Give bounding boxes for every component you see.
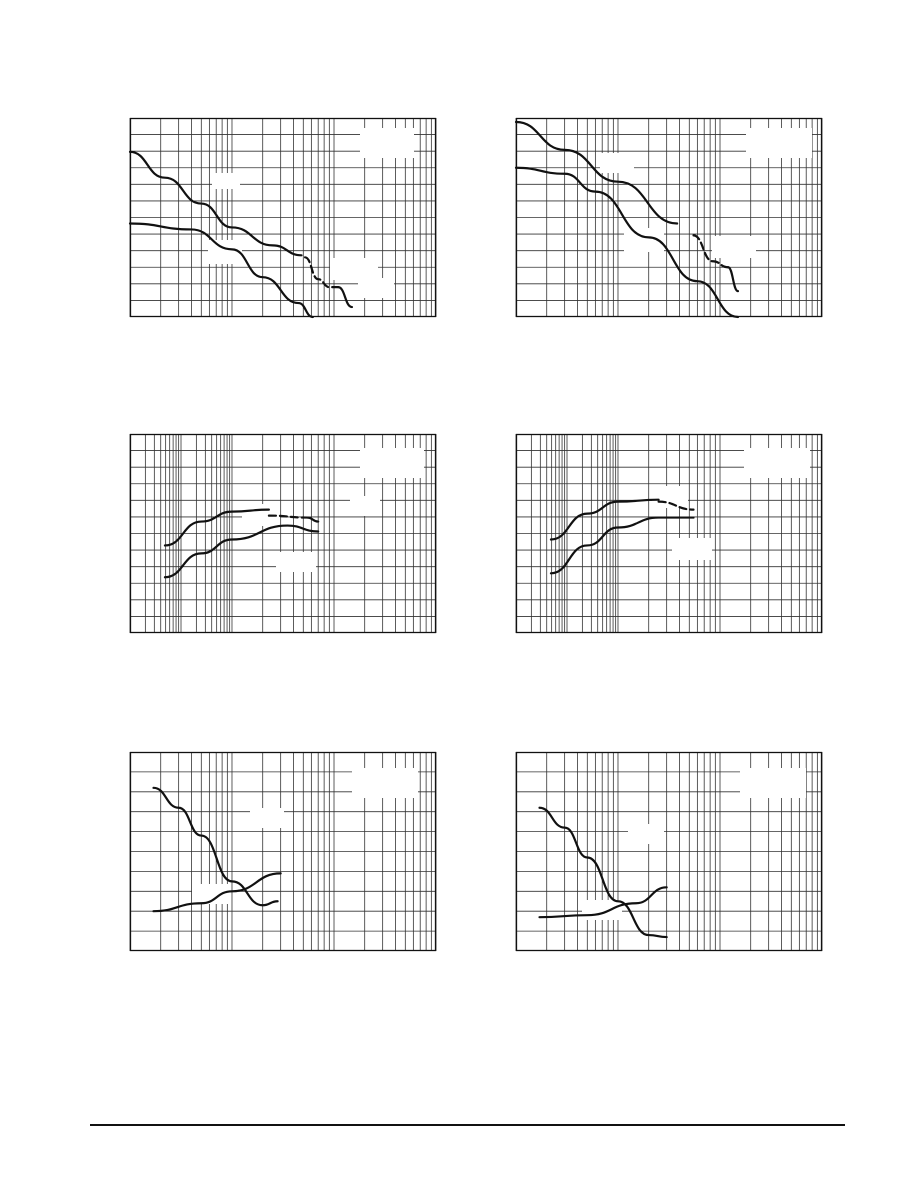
label-box-1 <box>628 824 664 844</box>
label-box-1 <box>212 173 240 189</box>
footer-rule <box>90 1124 845 1126</box>
chart-panel-2 <box>516 118 822 317</box>
label-box-0 <box>352 768 418 798</box>
label-box-1 <box>250 808 284 828</box>
label-box-3 <box>330 258 378 280</box>
chart-svg-6 <box>516 752 822 951</box>
label-box-4 <box>358 278 394 298</box>
label-box-2 <box>208 240 242 264</box>
chart-svg-4 <box>516 434 822 633</box>
chart-panel-5 <box>130 752 436 951</box>
chart-panel-1 <box>130 118 436 317</box>
label-box-0 <box>360 128 414 158</box>
label-box-2 <box>672 538 712 560</box>
chart-panel-4 <box>516 434 822 633</box>
chart-panel-6 <box>516 752 822 951</box>
label-box-1 <box>652 486 688 508</box>
label-box-0 <box>360 448 424 478</box>
label-box-2 <box>582 900 622 920</box>
label-box-0 <box>744 448 810 478</box>
label-box-3 <box>712 236 756 258</box>
chart-panel-3 <box>130 434 436 633</box>
label-box-0 <box>746 128 812 158</box>
chart-svg-2 <box>516 118 822 317</box>
label-box-0 <box>740 768 806 798</box>
chart-svg-1 <box>130 118 436 317</box>
label-box-2 <box>350 496 380 516</box>
label-box-3 <box>276 552 316 572</box>
label-box-1 <box>600 153 634 173</box>
chart-svg-3 <box>130 434 436 633</box>
chart-svg-5 <box>130 752 436 951</box>
